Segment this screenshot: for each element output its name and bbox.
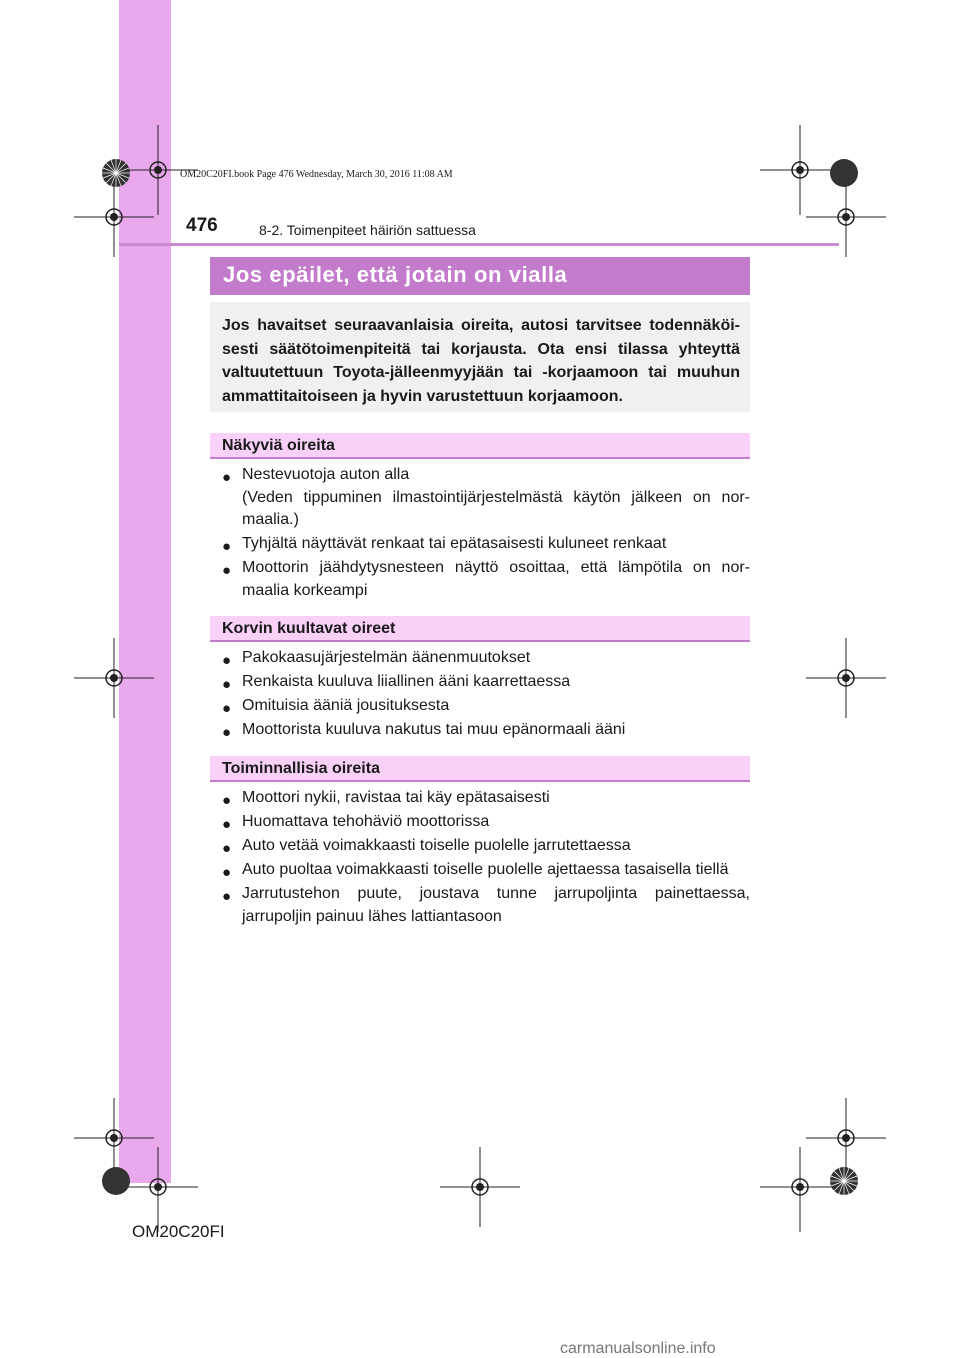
bullet-icon: ● <box>222 652 232 669</box>
bullet-icon: ● <box>222 700 232 717</box>
subheading-label: Näkyviä oireita <box>222 437 335 454</box>
list-item: ● Moottori nykii, ravistaa tai käy epätasaisesti <box>210 787 750 810</box>
registration-mark-icon <box>74 638 154 718</box>
list-item: ● Jarrutustehon puute, joustava tunne jarrupoljinta painettaessa, jarrupoljin painuu lähes lattiantasoon <box>222 885 750 925</box>
section-title: 8-2. Toimenpiteet häiriön sattuessa <box>259 222 476 238</box>
bullet-icon: ● <box>222 864 232 881</box>
functional-symptoms-list <box>210 787 750 930</box>
watermark-text: carmanualsonline.info <box>560 1340 716 1357</box>
bullet-icon: ● <box>222 840 232 857</box>
list-item: ● Huomattava tehohäviö moottorissa <box>210 811 750 834</box>
list-item: ● Pakokaasujärjestelmän äänenmuutokset <box>210 647 750 670</box>
list-item-note: (Veden tippuminen ilmastointijärjestelmästä käytön jälkeen on nor- maalia.) <box>242 488 750 528</box>
visible-symptoms-list <box>210 464 750 604</box>
starburst-mark-icon <box>101 158 131 188</box>
audible-symptoms-list <box>210 647 750 743</box>
bullet-icon: ● <box>222 676 232 693</box>
bullet-icon: ● <box>222 538 232 555</box>
bullet-icon: ● <box>222 562 232 579</box>
subheading-label: Korvin kuultavat oireet <box>222 620 396 637</box>
footer-code: OM20C20FI <box>132 1222 225 1241</box>
list-item: ● Tyhjältä näyttävät renkaat tai epätasaisesti kuluneet renkaat <box>210 533 750 556</box>
registration-mark-icon <box>440 1147 520 1227</box>
list-item: ● Nestevuotoja auton alla <box>210 464 750 487</box>
page-title: Jos epäilet, että jotain on vialla <box>223 262 568 287</box>
intro-box <box>210 302 750 412</box>
bullet-icon: ● <box>222 724 232 741</box>
list-item: ● Moottorista kuuluva nakutus tai muu epänormaali ääni <box>210 719 750 742</box>
header-rule <box>119 243 839 246</box>
subheading-visible-symptoms <box>210 433 750 459</box>
list-item: ● Auto vetää voimakkaasti toiselle puolelle jarrutettaessa <box>210 835 750 858</box>
bullet-icon: ● <box>222 888 232 905</box>
starburst-mark-icon <box>101 1166 131 1196</box>
registration-mark-icon <box>74 177 154 257</box>
page-title-banner <box>210 257 750 295</box>
bullet-icon: ● <box>222 792 232 809</box>
list-item: ● Omituisia ääniä jousituksesta <box>210 695 750 718</box>
registration-mark-icon <box>806 177 886 257</box>
bullet-icon: ● <box>222 816 232 833</box>
list-item: ● Auto puoltaa voimakkaasti toiselle puolelle ajettaessa tasaisella tiellä <box>210 859 750 882</box>
subheading-audible-symptoms <box>210 616 750 642</box>
bullet-icon: ● <box>222 469 232 486</box>
list-item: ● Renkaista kuuluva liiallinen ääni kaarrettaessa <box>210 671 750 694</box>
list-item: ● Moottorin jäähdytysnesteen näyttö osoittaa, että lämpötila on nor- maalia korkeampi <box>222 559 750 599</box>
subheading-functional-symptoms <box>210 756 750 782</box>
registration-mark-icon <box>806 638 886 718</box>
subheading-label: Toiminnallisia oireita <box>222 760 380 777</box>
book-print-info: OM20C20FI.book Page 476 Wednesday, March 30, 2016 11:08 AM <box>180 169 453 180</box>
registration-mark-icon <box>760 1147 840 1227</box>
starburst-mark-icon <box>829 158 859 188</box>
starburst-mark-icon <box>829 1166 859 1196</box>
intro-text: Jos havaitset seuraavanlaisia oireita, autosi tarvitsee todennäköi- sesti säätötoimenpiteitä tai korjausta. Ota ensi tilassa yhteyttä valtuutettuun Toyota-jälleenmyyjään tai -korjaamoon tai muuhun ammattitaitoiseen ja hyvin varustettuun korjaamoon. <box>222 317 740 405</box>
page-number: 476 <box>186 215 218 236</box>
